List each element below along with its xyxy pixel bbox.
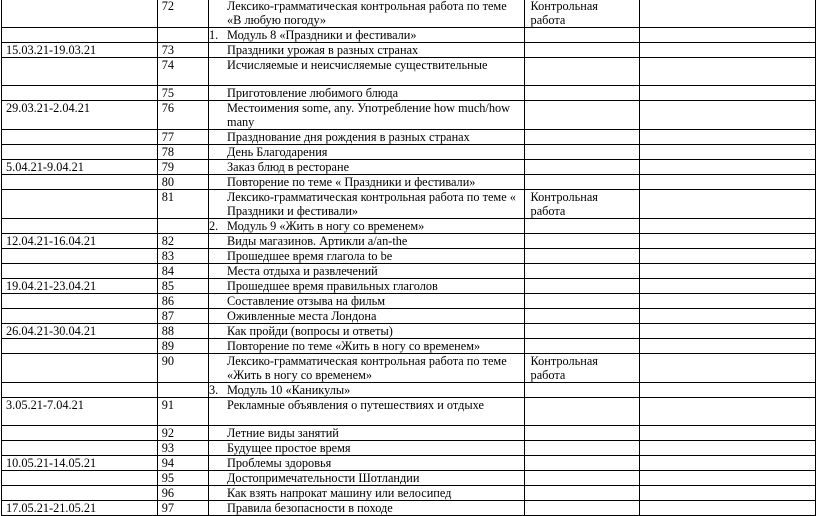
lesson-number-cell: 73 bbox=[157, 43, 208, 58]
module-index: 2. bbox=[209, 219, 219, 233]
topic-cell: Места отдыха и развлечений bbox=[209, 264, 525, 279]
control-cell bbox=[524, 219, 640, 234]
lesson-number-cell: 97 bbox=[157, 501, 208, 516]
table-row bbox=[2, 249, 816, 264]
extra-cell bbox=[640, 190, 816, 219]
date-cell bbox=[2, 86, 158, 101]
lesson-number-cell: 94 bbox=[157, 456, 208, 471]
lesson-number-cell: 75 bbox=[157, 86, 208, 101]
table-row bbox=[2, 354, 816, 383]
extra-cell bbox=[640, 43, 816, 58]
control-cell bbox=[524, 28, 640, 43]
date-cell bbox=[2, 486, 158, 501]
lesson-number-cell: 79 bbox=[157, 160, 208, 175]
lesson-number-cell: 85 bbox=[157, 279, 208, 294]
date-cell bbox=[2, 249, 158, 264]
control-cell: Контрольная работа bbox=[524, 0, 640, 28]
lesson-number-cell: 96 bbox=[157, 486, 208, 501]
lesson-number-cell: 83 bbox=[157, 249, 208, 264]
control-cell bbox=[524, 130, 640, 145]
module-title: Модуль 9 «Жить в ногу со временем» bbox=[227, 219, 425, 233]
extra-cell bbox=[640, 249, 816, 264]
lesson-number-cell: 86 bbox=[157, 294, 208, 309]
topic-cell: Местоимения some, any. Употребление how much/how many bbox=[209, 101, 525, 130]
lesson-number-cell: 81 bbox=[157, 190, 208, 219]
lesson-number-cell: 87 bbox=[157, 309, 208, 324]
date-cell bbox=[2, 0, 158, 28]
extra-cell bbox=[640, 279, 816, 294]
table-row bbox=[2, 309, 816, 324]
topic-cell: Оживленные места Лондона bbox=[209, 309, 525, 324]
control-cell bbox=[524, 309, 640, 324]
module-row bbox=[2, 219, 816, 234]
topic-cell: Будущее простое время bbox=[209, 441, 525, 456]
table-row bbox=[2, 294, 816, 309]
date-cell bbox=[2, 426, 158, 441]
control-cell bbox=[524, 426, 640, 441]
extra-cell bbox=[640, 101, 816, 130]
table-row bbox=[2, 398, 816, 426]
lesson-number-cell: 72 bbox=[157, 0, 208, 28]
topic-cell: Как пройди (вопросы и ответы) bbox=[209, 324, 525, 339]
lesson-number-cell: 80 bbox=[157, 175, 208, 190]
lesson-number-cell bbox=[157, 219, 208, 234]
extra-cell bbox=[640, 160, 816, 175]
module-title: Модуль 10 «Каникулы» bbox=[227, 383, 351, 397]
date-cell: 3.05.21-7.04.21 bbox=[2, 398, 158, 426]
control-cell bbox=[524, 264, 640, 279]
control-cell bbox=[524, 441, 640, 456]
date-cell bbox=[2, 130, 158, 145]
extra-cell bbox=[640, 398, 816, 426]
lesson-number-cell: 89 bbox=[157, 339, 208, 354]
extra-cell bbox=[640, 175, 816, 190]
date-cell bbox=[2, 471, 158, 486]
topic-cell: Лексико-грамматическая контрольная работа по теме «Жить в ногу со временем» bbox=[209, 354, 525, 383]
table-row bbox=[2, 145, 816, 160]
topic-cell: Достопримечательности Шотландии bbox=[209, 471, 525, 486]
lesson-number-cell: 95 bbox=[157, 471, 208, 486]
topic-cell: Празднование дня рождения в разных странах bbox=[209, 130, 525, 145]
module-title-cell bbox=[209, 28, 525, 43]
table-row bbox=[2, 0, 816, 28]
extra-cell bbox=[640, 58, 816, 86]
date-cell bbox=[2, 175, 158, 190]
control-cell bbox=[524, 383, 640, 398]
topic-cell: Прошедшее время правильных глаголов bbox=[209, 279, 525, 294]
table-row bbox=[2, 279, 816, 294]
module-title: Модуль 8 «Праздники и фестивали» bbox=[227, 28, 417, 42]
date-cell bbox=[2, 190, 158, 219]
control-cell bbox=[524, 145, 640, 160]
table-row bbox=[2, 456, 816, 471]
lesson-number-cell: 93 bbox=[157, 441, 208, 456]
table-row bbox=[2, 441, 816, 456]
date-cell bbox=[2, 441, 158, 456]
control-cell bbox=[524, 234, 640, 249]
date-cell bbox=[2, 264, 158, 279]
control-cell bbox=[524, 160, 640, 175]
date-cell: 26.04.21-30.04.21 bbox=[2, 324, 158, 339]
extra-cell bbox=[640, 354, 816, 383]
extra-cell bbox=[640, 264, 816, 279]
topic-cell: Виды магазинов. Артикли a/an-the bbox=[209, 234, 525, 249]
control-cell bbox=[524, 86, 640, 101]
control-cell bbox=[524, 324, 640, 339]
topic-cell: Приготовление любимого блюда bbox=[209, 86, 525, 101]
topic-cell: Летние виды занятий bbox=[209, 426, 525, 441]
table-row bbox=[2, 234, 816, 249]
table-row bbox=[2, 58, 816, 86]
extra-cell bbox=[640, 471, 816, 486]
lesson-plan-table bbox=[1, 0, 816, 516]
topic-cell: Проблемы здоровья bbox=[209, 456, 525, 471]
extra-cell bbox=[640, 0, 816, 28]
extra-cell bbox=[640, 86, 816, 101]
lesson-number-cell: 90 bbox=[157, 354, 208, 383]
date-cell bbox=[2, 354, 158, 383]
control-cell bbox=[524, 101, 640, 130]
date-cell: 19.04.21-23.04.21 bbox=[2, 279, 158, 294]
lesson-number-cell: 84 bbox=[157, 264, 208, 279]
table-row bbox=[2, 190, 816, 219]
date-cell: 29.03.21-2.04.21 bbox=[2, 101, 158, 130]
lesson-number-cell: 92 bbox=[157, 426, 208, 441]
extra-cell bbox=[640, 234, 816, 249]
extra-cell bbox=[640, 501, 816, 516]
table-row bbox=[2, 264, 816, 279]
date-cell bbox=[2, 28, 158, 43]
topic-cell: Повторение по теме «Жить в ногу со временем» bbox=[209, 339, 525, 354]
lesson-number-cell: 76 bbox=[157, 101, 208, 130]
date-cell bbox=[2, 294, 158, 309]
extra-cell bbox=[640, 145, 816, 160]
table-row bbox=[2, 175, 816, 190]
topic-cell: Как взять напрокат машину или велосипед bbox=[209, 486, 525, 501]
lesson-number-cell: 78 bbox=[157, 145, 208, 160]
date-cell: 12.04.21-16.04.21 bbox=[2, 234, 158, 249]
date-cell bbox=[2, 145, 158, 160]
topic-cell: Лексико-грамматическая контрольная работа по теме « Праздники и фестивали» bbox=[209, 190, 525, 219]
table-row bbox=[2, 471, 816, 486]
topic-cell: День Благодарения bbox=[209, 145, 525, 160]
control-cell bbox=[524, 43, 640, 58]
lesson-number-cell: 91 bbox=[157, 398, 208, 426]
module-index: 3. bbox=[209, 383, 219, 397]
extra-cell bbox=[640, 441, 816, 456]
topic-cell: Составление отзыва на фильм bbox=[209, 294, 525, 309]
control-cell bbox=[524, 501, 640, 516]
extra-cell bbox=[640, 28, 816, 43]
date-cell: 5.04.21-9.04.21 bbox=[2, 160, 158, 175]
extra-cell bbox=[640, 130, 816, 145]
control-cell bbox=[524, 249, 640, 264]
topic-cell: Рекламные объявления о путешествиях и отдыхе bbox=[209, 398, 525, 426]
table-row bbox=[2, 130, 816, 145]
module-row bbox=[2, 383, 816, 398]
extra-cell bbox=[640, 486, 816, 501]
control-cell bbox=[524, 398, 640, 426]
topic-cell: Исчисляемые и неисчисляемые существительные bbox=[209, 58, 525, 86]
lesson-number-cell: 77 bbox=[157, 130, 208, 145]
extra-cell bbox=[640, 294, 816, 309]
module-row bbox=[2, 28, 816, 43]
date-cell: 10.05.21-14.05.21 bbox=[2, 456, 158, 471]
topic-cell: Повторение по теме « Праздники и фестивали» bbox=[209, 175, 525, 190]
control-cell: Контрольная работа bbox=[524, 190, 640, 219]
lesson-number-cell bbox=[157, 383, 208, 398]
lesson-plan-body bbox=[2, 0, 816, 516]
topic-cell: Праздники урожая в разных странах bbox=[209, 43, 525, 58]
topic-cell: Прошедшее время глагола to be bbox=[209, 249, 525, 264]
date-cell: 17.05.21-21.05.21 bbox=[2, 501, 158, 516]
table-row bbox=[2, 339, 816, 354]
lesson-number-cell: 88 bbox=[157, 324, 208, 339]
date-cell bbox=[2, 219, 158, 234]
control-cell: Контрольная работа bbox=[524, 354, 640, 383]
control-cell bbox=[524, 279, 640, 294]
module-index: 1. bbox=[209, 28, 219, 42]
topic-cell: Заказ блюд в ресторане bbox=[209, 160, 525, 175]
lesson-number-cell: 82 bbox=[157, 234, 208, 249]
date-cell bbox=[2, 58, 158, 86]
table-row bbox=[2, 160, 816, 175]
control-cell bbox=[524, 486, 640, 501]
table-row bbox=[2, 486, 816, 501]
table-row bbox=[2, 86, 816, 101]
date-cell bbox=[2, 339, 158, 354]
extra-cell bbox=[640, 219, 816, 234]
extra-cell bbox=[640, 339, 816, 354]
control-cell bbox=[524, 294, 640, 309]
date-cell: 15.03.21-19.03.21 bbox=[2, 43, 158, 58]
control-cell bbox=[524, 58, 640, 86]
control-cell bbox=[524, 456, 640, 471]
control-cell bbox=[524, 175, 640, 190]
table-row bbox=[2, 43, 816, 58]
date-cell bbox=[2, 309, 158, 324]
lesson-number-cell: 74 bbox=[157, 58, 208, 86]
extra-cell bbox=[640, 324, 816, 339]
date-cell bbox=[2, 383, 158, 398]
topic-cell: Лексико-грамматическая контрольная работа по теме «В любую погоду» bbox=[209, 0, 525, 28]
extra-cell bbox=[640, 309, 816, 324]
control-cell bbox=[524, 339, 640, 354]
table-row bbox=[2, 101, 816, 130]
table-row bbox=[2, 501, 816, 516]
module-title-cell bbox=[209, 383, 525, 398]
topic-cell: Правила безопасности в походе bbox=[209, 501, 525, 516]
module-title-cell bbox=[209, 219, 525, 234]
table-row bbox=[2, 426, 816, 441]
extra-cell bbox=[640, 383, 816, 398]
control-cell bbox=[524, 471, 640, 486]
extra-cell bbox=[640, 426, 816, 441]
table-row bbox=[2, 324, 816, 339]
lesson-number-cell bbox=[157, 28, 208, 43]
extra-cell bbox=[640, 456, 816, 471]
